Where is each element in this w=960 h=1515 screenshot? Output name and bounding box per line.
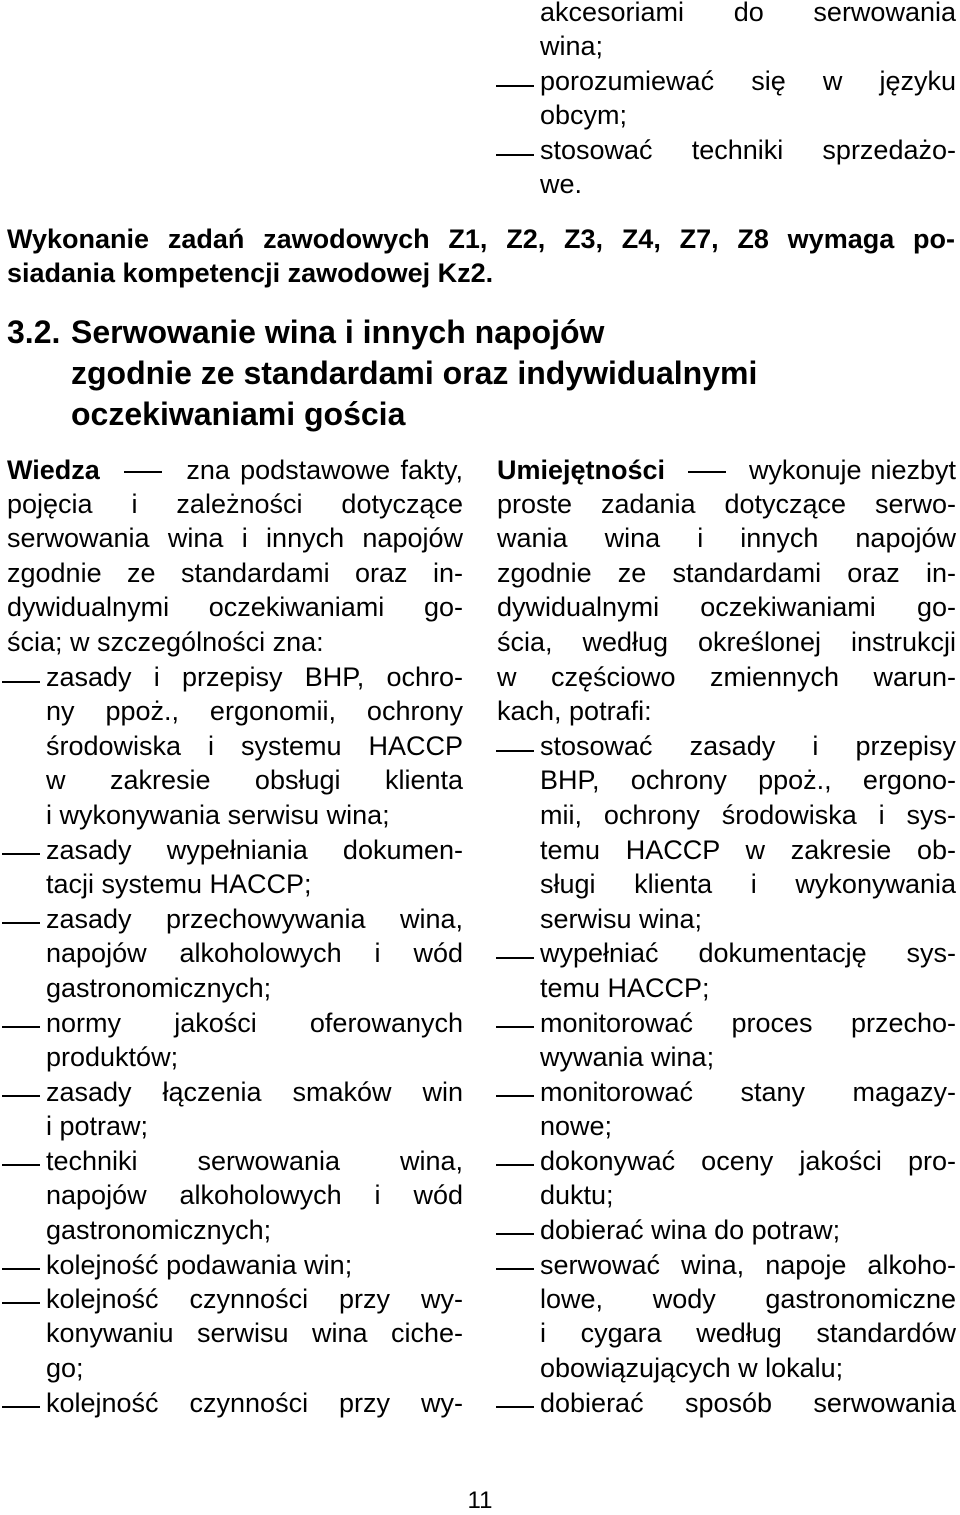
list-item-line: wypełniać dokumentację sys- (540, 938, 956, 968)
list-item-line: dobierać sposób serwowania (540, 1388, 956, 1418)
list-item-line: tacji systemu HACCP; (46, 869, 312, 899)
list-item-line: techniki serwowania wina, (46, 1146, 463, 1176)
list-item-line: temu HACCP w zakresie ob- (540, 835, 956, 865)
list-item-line: monitorować proces przecho- (540, 1008, 956, 1038)
dash-bullet (2, 1302, 40, 1304)
list-item-line: produktów; (46, 1042, 179, 1072)
list-item-line: normy jakości oferowanych (46, 1008, 463, 1038)
dash-bullet (2, 1164, 40, 1166)
list-item-line: zasady łączenia smaków win (46, 1077, 463, 1107)
dash-bullet (2, 922, 40, 924)
dash-bullet (2, 1268, 40, 1270)
intro-line: proste zadania dotyczące serwo- (497, 489, 956, 519)
intro-line: pojęcia i zależności dotyczące (7, 489, 463, 519)
dash-separator (124, 471, 162, 473)
intro-line: ścia; w szczególności zna: (7, 627, 324, 657)
list-item-line: kolejność czynności przy wy- (46, 1284, 463, 1314)
list-item-line: i wykonywania serwisu wina; (46, 800, 390, 830)
list-item-line: go; (46, 1353, 84, 1383)
intro-line: ścia, według określonej instrukcji (497, 627, 956, 657)
section-title-line: oczekiwaniami gościa (71, 396, 406, 432)
list-continuation-line: akcesoriami do serwowania (540, 0, 956, 27)
skills-label: Umiejętności (497, 455, 666, 485)
dash-bullet (496, 1406, 534, 1408)
list-item-line: temu HACCP; (540, 973, 710, 1003)
dash-bullet (2, 853, 40, 855)
section-title-line: Serwowanie wina i innych napojów (71, 314, 605, 350)
knowledge-lead-text: zna podstawowe fakty, (186, 455, 463, 485)
left-column (0, 0, 470, 1515)
list-item-line: zasady wypełniania dokumen- (46, 835, 463, 865)
list-item-line: serwować wina, napoje alkoho- (540, 1250, 956, 1280)
list-item-line: lowe, wody gastronomiczne (540, 1284, 956, 1314)
dash-bullet (2, 1406, 40, 1408)
requirement-line: Wykonanie zadań zawodowych Z1, Z2, Z3, Z4, Z7, Z8 wymaga po- (7, 224, 955, 254)
list-item-line: stosować techniki sprzedażo- (540, 135, 956, 165)
list-item-line: serwisu wina; (540, 904, 703, 934)
dash-separator (688, 471, 726, 473)
intro-line: kach, potrafi: (497, 696, 652, 726)
dash-bullet (496, 750, 534, 752)
intro-line: zgodnie ze standardami oraz in- (7, 558, 463, 588)
list-item-line: zasady i przepisy BHP, ochro- (46, 662, 463, 692)
dash-bullet (496, 1164, 534, 1166)
list-item-line: i potraw; (46, 1111, 149, 1141)
dash-bullet (496, 1026, 534, 1028)
list-item-line: monitorować stany magazy- (540, 1077, 956, 1107)
list-item-line: ny ppoż., ergonomii, ochrony (46, 696, 463, 726)
dash-bullet (496, 1268, 534, 1270)
list-item-line: i cygara według standardów (540, 1318, 956, 1348)
dash-bullet (496, 1095, 534, 1097)
list-item-line: kolejność czynności przy wy- (46, 1388, 463, 1418)
dash-bullet (2, 681, 40, 683)
dash-bullet (496, 1233, 534, 1235)
list-item-line: mii, ochrony środowiska i sys- (540, 800, 956, 830)
list-item-line: duktu; (540, 1180, 614, 1210)
intro-line: w częściowo zmiennych warun- (497, 662, 956, 692)
intro-line: serwowania wina i innych napojów (7, 523, 463, 553)
list-item-line: obowiązujących w lokalu; (540, 1353, 844, 1383)
list-item-line: konywaniu serwisu wina ciche- (46, 1318, 463, 1348)
list-item-line: wywania wina; (540, 1042, 715, 1072)
list-item-line: kolejność podawania win; (46, 1250, 353, 1280)
list-item-line: dobierać wina do potraw; (540, 1215, 841, 1245)
right-column (490, 0, 960, 1515)
list-item-line: obcym; (540, 100, 628, 130)
list-item-line: porozumiewać się w języku (540, 66, 956, 96)
skills-lead-line (497, 453, 956, 488)
intro-line: zgodnie ze standardami oraz in- (497, 558, 956, 588)
section-number: 3.2. (7, 314, 61, 350)
dash-bullet (496, 957, 534, 959)
list-item-line: stosować zasady i przepisy (540, 731, 956, 761)
list-item-line: dokonywać oceny jakości pro- (540, 1146, 956, 1176)
list-item-line: napojów alkoholowych i wód (46, 1180, 463, 1210)
intro-line: dywidualnymi oczekiwaniami go- (497, 592, 956, 622)
list-item-line: sługi klienta i wykonywania (540, 869, 956, 899)
list-item-line: we. (540, 169, 583, 199)
list-item-line: gastronomicznych; (46, 1215, 272, 1245)
knowledge-lead-line (7, 453, 463, 488)
list-item-line: środowiska i systemu HACCP (46, 731, 463, 761)
requirement-line: siadania kompetencji zawodowej Kz2. (7, 258, 494, 288)
list-item-line: gastronomicznych; (46, 973, 272, 1003)
list-continuation-line: wina; (540, 31, 604, 61)
dash-bullet (2, 1026, 40, 1028)
list-item-line: BHP, ochrony ppoż., ergono- (540, 765, 956, 795)
skills-lead-text: wykonuje niezbyt (748, 455, 956, 485)
dash-bullet (2, 1095, 40, 1097)
list-item-line: w zakresie obsługi klienta (46, 765, 463, 795)
knowledge-label: Wiedza (7, 455, 100, 485)
list-item-line: napojów alkoholowych i wód (46, 938, 463, 968)
intro-line: wania wina i innych napojów (497, 523, 956, 553)
list-item-line: zasady przechowywania wina, (46, 904, 463, 934)
page-number: 11 (467, 1487, 493, 1514)
intro-line: dywidualnymi oczekiwaniami go- (7, 592, 463, 622)
section-title-line: zgodnie ze standardami oraz indywidualnymi (71, 355, 758, 391)
list-item-line: nowe; (540, 1111, 613, 1141)
